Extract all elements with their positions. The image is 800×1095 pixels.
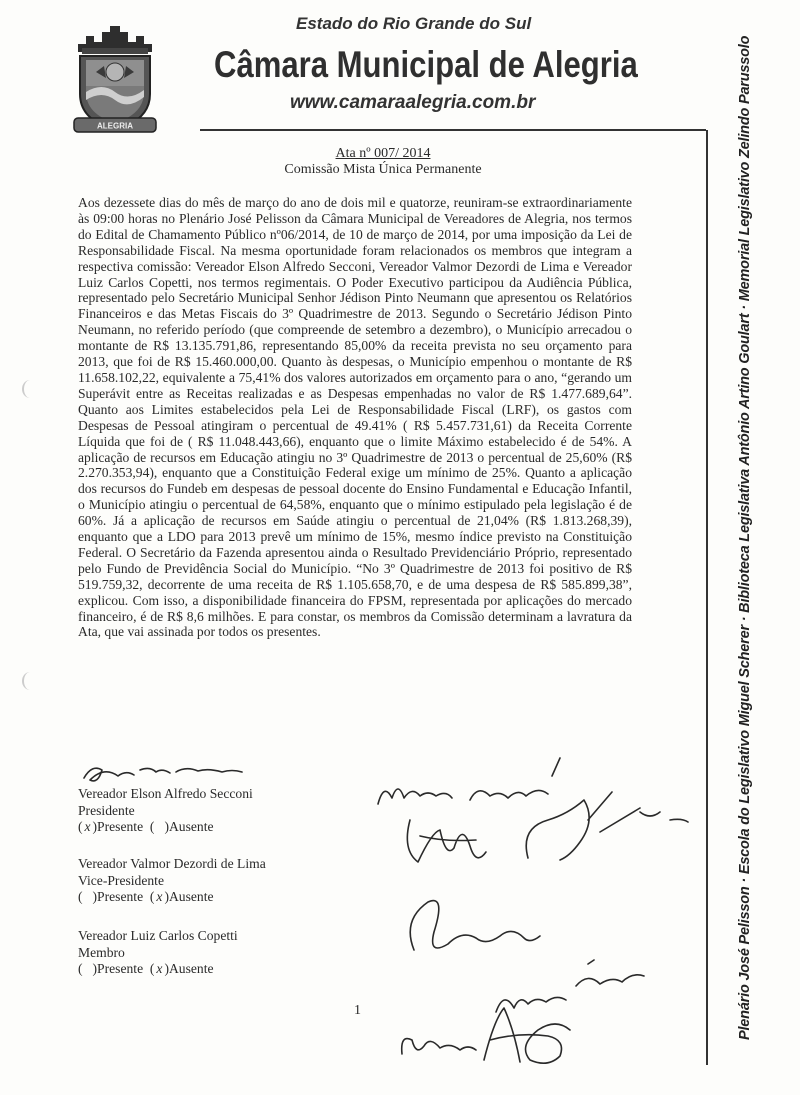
letterhead-state: Estado do Rio Grande do Sul — [296, 14, 532, 33]
minutes-body: Aos dezessete dias do mês de março do ano de dois mil e quatorze, reuniram-se extraordinariamente às 09:00 horas no Plenário José Pelisson da Câmara Municipal de Vereadores de Alegria, nos termos do Edital de Chamamento Público nº06/2014, de 10 de março de 2014, por uma imposição da Lei de Responsabilidade Fiscal. Na mesma oportunidade foram relacionados os membros que integram a respectiva comissão: Vereador Elson Alfredo Secconi, Vereador Valmor Dezordi de Lima e Vereador Luiz Carlos Copetti, nos termos regimentais. O Poder Executivo participou da Audiência Pública, representado pelo Secretário Municipal Senhor Jédison Pinto Neumann que apresentou os Relatórios Financeiros e das Metas Fiscais do 3º Quadrimestre de 2013. Segundo o Secretário Jédison Pinto Neumann, no referido período (que compreende de setembro a dezembro), o Município arrecadou o montante de R$ 13.135.791,86, representando 85,00% da receita prevista no seu orçamento para 2013, que foi de R$ 15.460.000,00. Quanto às despesas, o Município empenhou o montante de R$ 11.658.102,22, equivalente a 75,41% dos valores autorizados em orçamento para o ano, “gerando um Superávit entre as Receitas realizadas e as Despesas empenhadas no valor de R$ 1.477.689,64”. Quanto aos Limites estabelecidos pela Lei de Responsabilidade Fiscal (LRF), os gastos com Despesas de Pessoal atingiram o percentual de 49.41% ( R$ 5.457.731,61) da Receita Corrente Líquida que foi de ( R$ 11.048.443,66), enquanto que o limite Máximo estabelecido é de 54%. A aplicação de recursos em Educação atingiu no 3º Quadrimestre de 2013 o percentual de 25,60% (R$ 2.270.353,94), enquanto que a Constituição Federal exige um mínimo de 25%. Quanto a aplicação dos recursos do Fundeb em despesas de pessoal docente do Ensino Fundamental e Educação Infantil, o Município atingiu o percentual de 64,58%, enquanto que o mínimo estipulado pela legislação é de 60%. Já a aplicação de recursos em Saúde atingiu o percentual de 21,04% (R$ 1.813.268,39), enquanto que a LDO para 2013 prevê um mínimo de 15%, mesmo índice previsto na Constituição Federal. O Secretário da Fazenda apresentou ainda o Resultado Previdenciário Próprio, representado pelo Fundo de Previdência Social do Município. “No 3º Quadrimestre de 2013 foi positivo de R$ 519.759,32, decorrente de uma receita de R$ 1.105.658,70, e de uma despesa de R$ 585.899,38”, explicou. Com isso, a disponibilidade financeira do FPSM, representada por aplicações do mercado financeiro, é de R$ 8,6 milhões. E para constar, os membros da Comissão determinam a lavratura da Ata, que vai assinada por todos os presentes. — [78, 195, 632, 640]
member-name: Vereador Luiz Carlos Copetti — [78, 928, 238, 943]
crest-ribbon-text: ALEGRIA — [97, 121, 133, 131]
letterhead-rule — [200, 129, 706, 131]
present-mark: x — [84, 819, 91, 834]
sidebar-institutions-text: Plenário José Pelisson · Escola do Legislativo Miguel Scherer · Biblioteca Legislativa Antônio Artino Goulart · Memorial Legislativo Zelindo Parussolo — [737, 35, 753, 1040]
member-block — [78, 786, 253, 836]
member-block — [78, 928, 238, 978]
minutes-title: Ata nº 007/ 2014 — [335, 146, 431, 161]
attendance-line: ( x )Presente ( )Ausente — [78, 819, 214, 834]
absent-mark: x — [156, 889, 163, 904]
punch-hole-mark — [22, 672, 38, 690]
member-role: Membro — [78, 944, 125, 960]
attendance-line: ( )Presente ( x )Ausente — [78, 889, 214, 904]
member-role: Presidente — [78, 802, 135, 818]
letterhead-website: www.camaraalegria.com.br — [290, 92, 536, 113]
member-block — [78, 856, 266, 906]
letterhead-chamber-name: Câmara Municipal de Alegria — [214, 44, 638, 85]
municipal-crest-logo — [72, 22, 158, 142]
member-name: Vereador Valmor Dezordi de Lima — [78, 856, 266, 871]
margin-rule — [706, 130, 708, 1065]
absent-mark: x — [156, 961, 163, 976]
punch-hole-mark — [22, 380, 38, 398]
member-name: Vereador Elson Alfredo Secconi — [78, 786, 253, 801]
member-role: Vice-Presidente — [78, 872, 164, 888]
minutes-subtitle: Comissão Mista Única Permanente — [284, 162, 482, 177]
page-number: 1 — [354, 1003, 361, 1018]
attendance-line: ( )Presente ( x )Ausente — [78, 961, 214, 976]
